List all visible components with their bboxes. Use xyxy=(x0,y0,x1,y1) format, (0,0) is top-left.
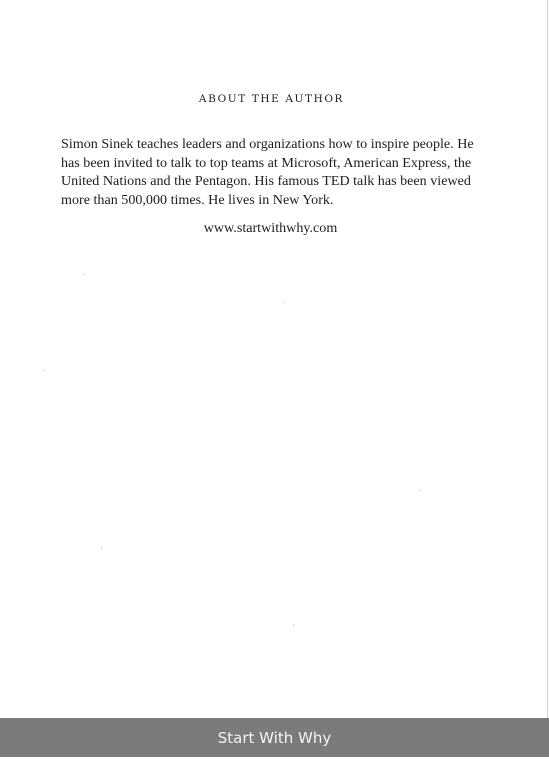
author-website: www.startwithwhy.com xyxy=(203,220,338,236)
scan-speck xyxy=(419,490,420,491)
section-heading: ABOUT THE AUTHOR xyxy=(198,93,345,105)
scan-speck xyxy=(101,548,102,549)
scan-speck xyxy=(284,302,285,303)
author-bio: Simon Sinek teaches leaders and organizations how to inspire people. He has been invited to talk to top teams at Microsoft, American Express, the United Nations and the Pentagon. His famous TED talk has been viewed more than 500,000 times. He lives in New York. xyxy=(61,136,474,209)
book-title: Start With Why xyxy=(217,729,332,747)
scan-speck xyxy=(83,274,84,275)
scan-speck xyxy=(43,370,44,371)
scan-speck xyxy=(293,625,294,626)
footer-bar xyxy=(0,718,549,757)
